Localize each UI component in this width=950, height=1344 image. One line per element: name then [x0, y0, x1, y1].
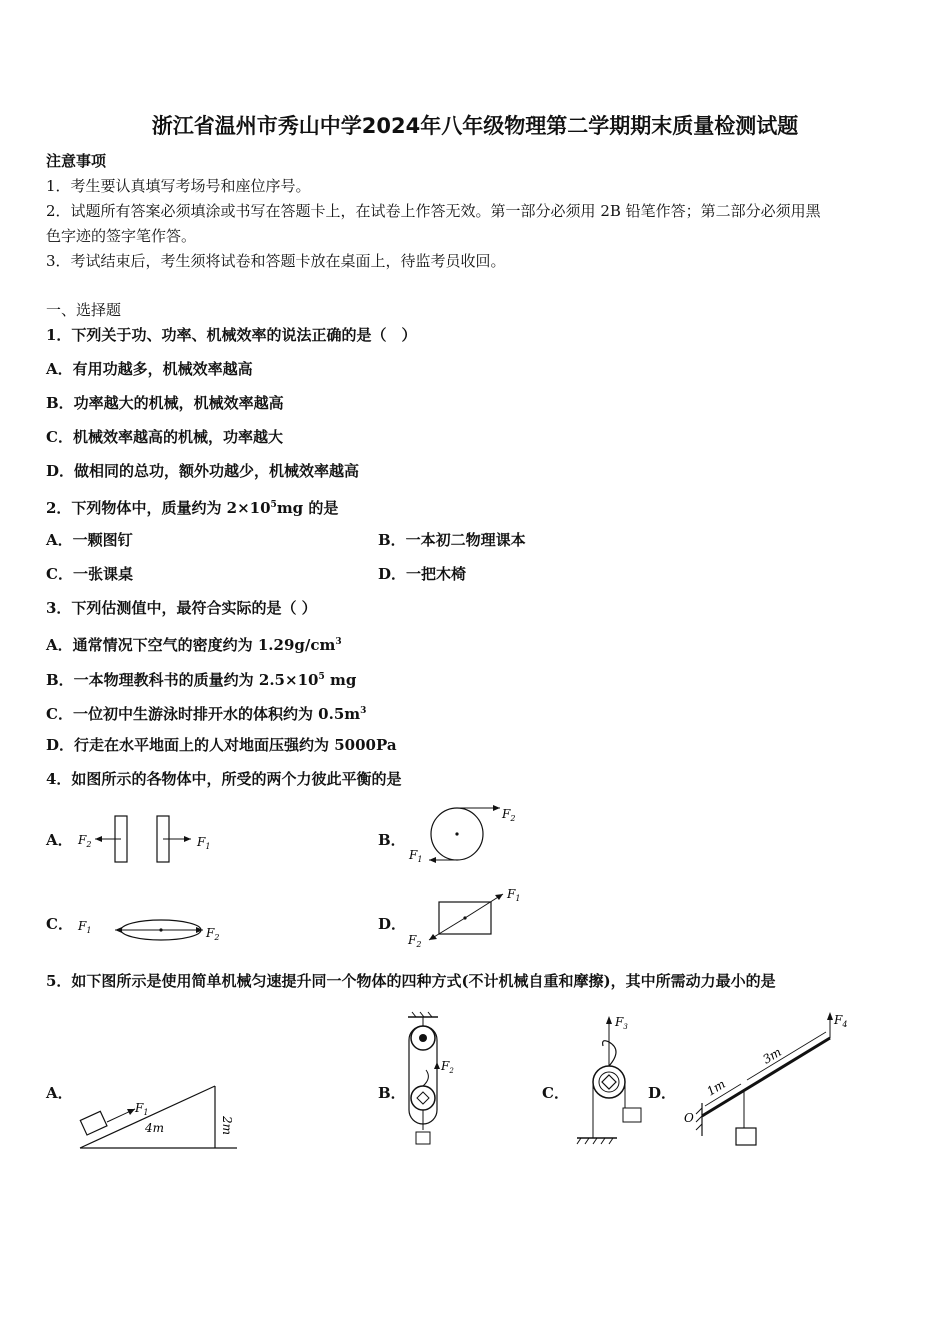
- q5-label-a: A．: [46, 1084, 73, 1102]
- q1-option-b: B．功率越大的机械，机械效率越高: [46, 394, 284, 412]
- q2-option-a: A．一颗图钉: [46, 531, 133, 549]
- q4-label-c: C．: [46, 915, 73, 933]
- q4-label-a: A．: [46, 831, 73, 849]
- q5-figure-d-lever: [680, 1008, 860, 1153]
- q4a-f2-label: $F_2$: [78, 833, 92, 849]
- q3-stem: 3．下列估测值中，最符合实际的是（ ）: [46, 599, 317, 617]
- q4c-f1-label: $F_1$: [78, 919, 92, 935]
- q5d-f4-label: $F_4$: [834, 1013, 848, 1029]
- q4b-f2-label: $F_2$: [502, 807, 516, 823]
- q4-figure-d: [405, 882, 535, 952]
- notice-heading: 注意事项: [46, 152, 107, 170]
- q2-option-c: C．一张课桌: [46, 565, 133, 583]
- section-heading: 一、选择题: [46, 301, 122, 319]
- q4-figure-c: [75, 910, 235, 950]
- q4d-f1-label: $F_1$: [507, 887, 521, 903]
- notice-item-1: 1．考生要认真填写考场号和座位序号。: [46, 177, 311, 195]
- q3-option-d: D．行走在水平地面上的人对地面压强约为 5000Pa: [46, 736, 397, 754]
- q2-stem: 2．下列物体中，质量约为 $2\times 10^5mg$ 的是: [46, 499, 339, 517]
- q5-figure-a-incline: [75, 1080, 250, 1155]
- q5b-f2-label: $F_2$: [441, 1059, 454, 1075]
- page-title: 浙江省温州市秀山中学2024年八年级物理第二学期期末质量检测试题: [151, 114, 799, 138]
- q5-label-c: C．: [542, 1084, 569, 1102]
- q1-option-c: C．机械效率越高的机械，功率越大: [46, 428, 283, 446]
- q2-option-b: B．一本初二物理课本: [378, 531, 526, 549]
- q5-figure-c-pulley: [565, 1012, 650, 1152]
- notice-item-3: 3．考试结束后，考生须将试卷和答题卡放在桌面上，待监考员收回。: [46, 252, 506, 270]
- q2-option-d: D．一把木椅: [378, 565, 467, 583]
- q5-figure-b-pulley: [398, 1012, 468, 1152]
- q3-option-b: B．一本物理教科书的质量约为 $2.5\times 10^5$ mg: [46, 671, 357, 689]
- q4-label-d: D．: [378, 915, 407, 933]
- q3-option-c: C．一位初中生游泳时排开水的体积约为 $0.5m^3$: [46, 705, 367, 723]
- q5d-pivot-label: O: [684, 1111, 694, 1125]
- q4a-f1-label: $F_1$: [197, 835, 211, 851]
- q3-option-a: A．通常情况下空气的密度约为 $1.29g/cm^3$: [46, 636, 342, 654]
- q1-option-a: A．有用功越多，机械效率越高: [46, 360, 253, 378]
- q5a-height-label: 2m: [220, 1116, 234, 1136]
- q4-stem: 4．如图所示的各物体中，所受的两个力彼此平衡的是: [46, 770, 402, 788]
- q4b-f1-label: $F_1$: [409, 848, 423, 864]
- q5a-f1-label: $F_1$: [135, 1101, 149, 1117]
- q4-figure-b: [405, 800, 520, 870]
- q4d-f2-label: $F_2$: [408, 933, 422, 949]
- q1-option-d: D．做相同的总功，额外功越少，机械效率越高: [46, 462, 360, 480]
- notice-item-2: 2．试题所有答案必须填涂或书写在答题卡上，在试卷上作答无效。第一部分必须用 2B 铅笔作答；第二部分必须用黑: [46, 202, 821, 220]
- q5-label-d: D．: [648, 1084, 677, 1102]
- q5d-short-arm-label: 1m: [704, 1076, 728, 1099]
- q4-figure-a: [75, 812, 225, 867]
- q5d-long-arm-label: 3m: [760, 1044, 784, 1067]
- q4-label-b: B．: [378, 831, 406, 849]
- q5a-length-label: 4m: [145, 1121, 165, 1135]
- q1-stem: 1．下列关于功、功率、机械效率的说法正确的是（ ）: [46, 326, 417, 344]
- q5c-f3-label: $F_3$: [615, 1015, 628, 1031]
- q4c-f2-label: $F_2$: [206, 926, 220, 942]
- notice-item-2-cont: 色字迹的签字笔作答。: [46, 227, 197, 245]
- q5-stem: 5．如下图所示是使用简单机械匀速提升同一个物体的四种方式(不计机械自重和摩擦)，其中所需动力最小的是: [46, 972, 776, 990]
- q5-label-b: B．: [378, 1084, 406, 1102]
